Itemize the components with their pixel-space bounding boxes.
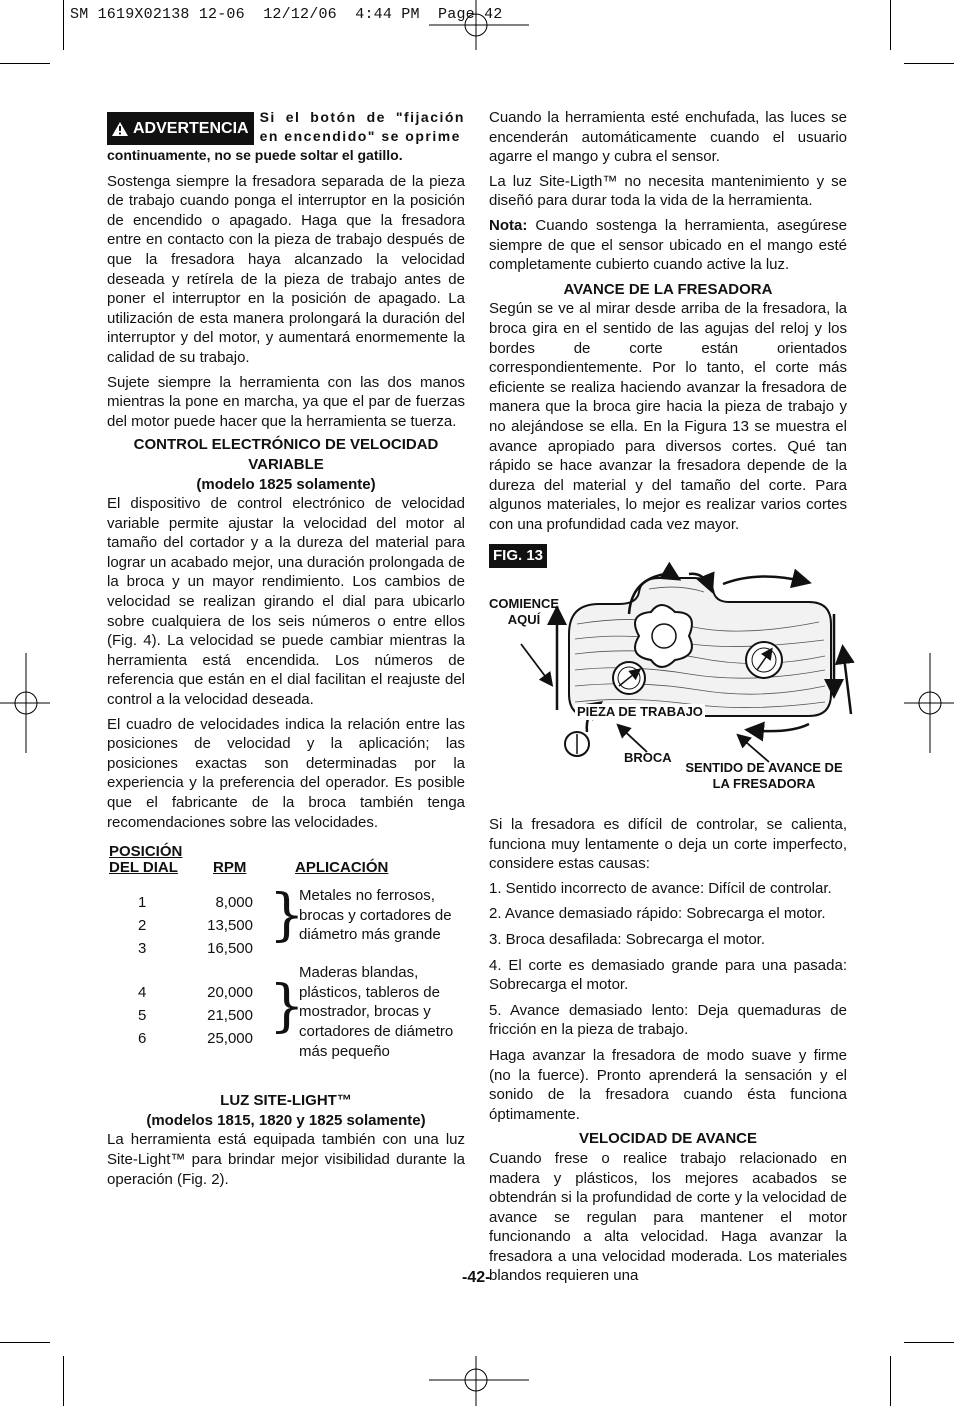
column-header-rpm: RPM: [213, 859, 247, 877]
note-label: Nota:: [489, 216, 528, 234]
section-heading: AVANCE DE LA FRESADORA: [563, 280, 773, 298]
rpm-values: [177, 981, 253, 1075]
paragraph: El dispositivo de control electrónico de velocidad variable permite ajustar la velocidad del motor al tamaño del cortador y a la dureza del material para lograr un acabado mejor, una duración prolongada de la broca y un mayor rendimiento. Los cambios de velocidad se realizan girando el dial para ubicarlo sobre cualquiera de los seis números o entre ellos (Fig. 4). La velocidad se puede cambiar mientras la herramienta está encendida. Los números de referencia que están en el dial facilitan el reajuste del control a la velocidad deseada.: [107, 495, 465, 709]
speed-group-1: [107, 883, 465, 968]
page-number: -42-: [462, 1269, 491, 1286]
brace-icon: }: [269, 974, 305, 1040]
section-subheading: (modelos 1815, 1820 y 1825 solamente): [146, 1111, 426, 1129]
section-heading: CONTROL ELECTRÓNICO DE VELOCIDAD VARIABLE: [133, 436, 439, 473]
column-header-position: POSICIÓN DEL DIAL: [109, 843, 183, 877]
list-item: 1. Sentido incorrecto de avance: Difícil de controlar.: [489, 879, 832, 897]
registration-mark-left: [0, 653, 50, 753]
warning-badge-label: ADVERTENCIA: [133, 119, 249, 137]
section-subheading: (modelo 1825 solamente): [196, 475, 376, 493]
list-item: 5. Avance demasiado lento: Deja quemaduras de fricción en la pieza de trabajo.: [489, 1001, 847, 1039]
note-text: Cuando sostenga la herramienta, asegúrese siempre de que el sensor ubicado en el mango esté completamente cubierto cuando active la luz.: [489, 216, 847, 274]
list-item: 3. Broca desafilada: Sobrecarga el motor.: [489, 930, 765, 948]
figure-callout-bit: BROCA: [624, 750, 672, 765]
print-header: SM 1619X02138 12-06 12/12/06 4:44 PM Page 42: [70, 6, 503, 23]
figure-13: [489, 544, 861, 804]
application-text: Maderas blandas, plásticos, tableros de mostrador, brocas y cortadores de diámetro más pequeño: [299, 964, 454, 1060]
rpm-values: [177, 891, 253, 968]
speed-table: [107, 844, 388, 886]
warning-continuation: continuamente, no se puede soltar el gatillo.: [107, 147, 403, 163]
list-item: 4. El corte es demasiado grande para una pasada: Sobrecarga el motor.: [489, 956, 847, 994]
registration-mark-bottom: [429, 1356, 529, 1406]
paragraph: Haga avanzar la fresadora de modo suave y firme (no la fuerce). Pronto aprenderá la sensación y el sonido de la fresadora cuando ésta funciona óptimamente.: [489, 1046, 847, 1123]
figure-callout-start: COMIENCE AQUÍ: [489, 596, 560, 627]
column-header-application: APLICACIÓN: [295, 859, 389, 877]
registration-mark-right: [904, 653, 954, 753]
figure-label: FIG. 13: [489, 544, 547, 568]
warning-block: [107, 108, 465, 146]
right-column: [489, 108, 847, 539]
section-heading: LUZ SITE-LIGHT™: [220, 1092, 352, 1110]
paragraph: Sostenga siempre la fresadora separada de la pieza de trabajo cuando ponga el interruptor en la posición de encendido o apagado. Haga que la fresadora entre en contacto con la pieza de trabajo después de que la fresadora haya alcanzado la velocidad deseada y retírela de la pieza de trabajo antes de poner el interruptor en la posición de apagado. La utilización de esta manera prolongará la duración del interruptor y del motor, y aumentará enormemente la calidad de su trabajo.: [107, 172, 465, 366]
figure-callout-feed-direction: SENTIDO DE AVANCE DE LA FRESADORA: [685, 760, 843, 791]
table-cell: 6: [138, 1030, 147, 1048]
application-text: Metales no ferrosos, brocas y cortadores de diámetro más grande: [299, 887, 452, 944]
table-cell: 25,000: [207, 1030, 253, 1048]
paragraph: La luz Site-Ligth™ no necesita mantenimiento y se diseñó para durar toda la vida de la herramienta.: [489, 172, 847, 210]
paragraph: La herramienta está equipada también con una luz Site-Light™ para brindar mejor visibilidad durante la operación (Fig. 2).: [107, 1131, 465, 1188]
paragraph: Cuando frese o realice trabajo relacionado en madera y plásticos, los mejores acabados se obtendrán si la profundidad de corte y la velocidad de avance se regulan para mantener el motor funcionando a alta velocidad. Haga avanzar la fresadora a una velocidad moderada. Los materiales blandos requieren una: [489, 1149, 847, 1285]
table-cell: 4: [138, 984, 147, 1002]
paragraph: El cuadro de velocidades indica la relación entre las posiciones de velocidad y la aplicación; las posiciones exactas son determinadas por la experiencia y la preferencia del operador. Es posible que el fabricante de la broca también tenga recomendaciones sobre las velocidades.: [107, 715, 465, 831]
left-column: [107, 108, 465, 1194]
right-column-lower: [489, 815, 847, 1291]
warning-lead: Si el botón de "fijación en encendido" se oprime: [259, 109, 465, 144]
warning-badge: [107, 112, 254, 145]
dial-positions: [107, 981, 177, 1075]
table-cell: 13,500: [207, 917, 253, 935]
paragraph: Cuando la herramienta esté enchufada, las luces se encenderán automáticamente cuando el usuario agarre el mango y cubra el sensor.: [489, 109, 847, 166]
table-header-row: [107, 844, 388, 886]
table-cell: 21,500: [207, 1007, 253, 1025]
table-cell: 16,500: [207, 940, 253, 958]
brace-icon: }: [269, 883, 305, 949]
list-item: 2. Avance demasiado rápido: Sobrecarga el motor.: [489, 905, 826, 923]
table-cell: 1: [138, 894, 147, 912]
paragraph: Según se ve al mirar desde arriba de la fresadora, la broca gira en el sentido de las agujas del reloj y los bordes de corte están orientados correspondientemente. Por lo tanto, el corte más eficiente se realiza haciendo avanzar la fresadora de manera que la broca gire hacia la pieza de trabajo y no alejándose se ella. En la Figura 13 se muestra el avance apropiado para diversos cortes. Qué tan rápido se hace avanzar la fresadora depende de la dureza del material y del tamaño del corte. Para algunos materiales, lo mejor es realizar varios cortes con una profundidad cada vez mayor.: [489, 300, 847, 533]
table-cell: 2: [138, 917, 147, 935]
speed-group-2: [107, 963, 465, 1075]
table-cell: 20,000: [207, 984, 253, 1002]
table-cell: 8,000: [215, 894, 253, 912]
paragraph: [489, 216, 847, 275]
paragraph: Si la fresadora es difícil de controlar, se calienta, funciona muy lentamente o deja un corte imperfecto, considere estas causas:: [489, 816, 847, 873]
figure-callout-workpiece: PIEZA DE TRABAJO: [577, 704, 703, 719]
warning-triangle-icon: [112, 122, 128, 136]
section-heading: VELOCIDAD DE AVANCE: [578, 1130, 758, 1148]
table-cell: 5: [138, 1007, 147, 1025]
dial-positions: [107, 891, 177, 968]
paragraph: Sujete siempre la herramienta con las dos manos mientras la pone en marcha, ya que el par de fuerzas del motor puede hacer que la herramienta se tuerza.: [107, 373, 465, 430]
table-cell: 3: [138, 940, 147, 958]
